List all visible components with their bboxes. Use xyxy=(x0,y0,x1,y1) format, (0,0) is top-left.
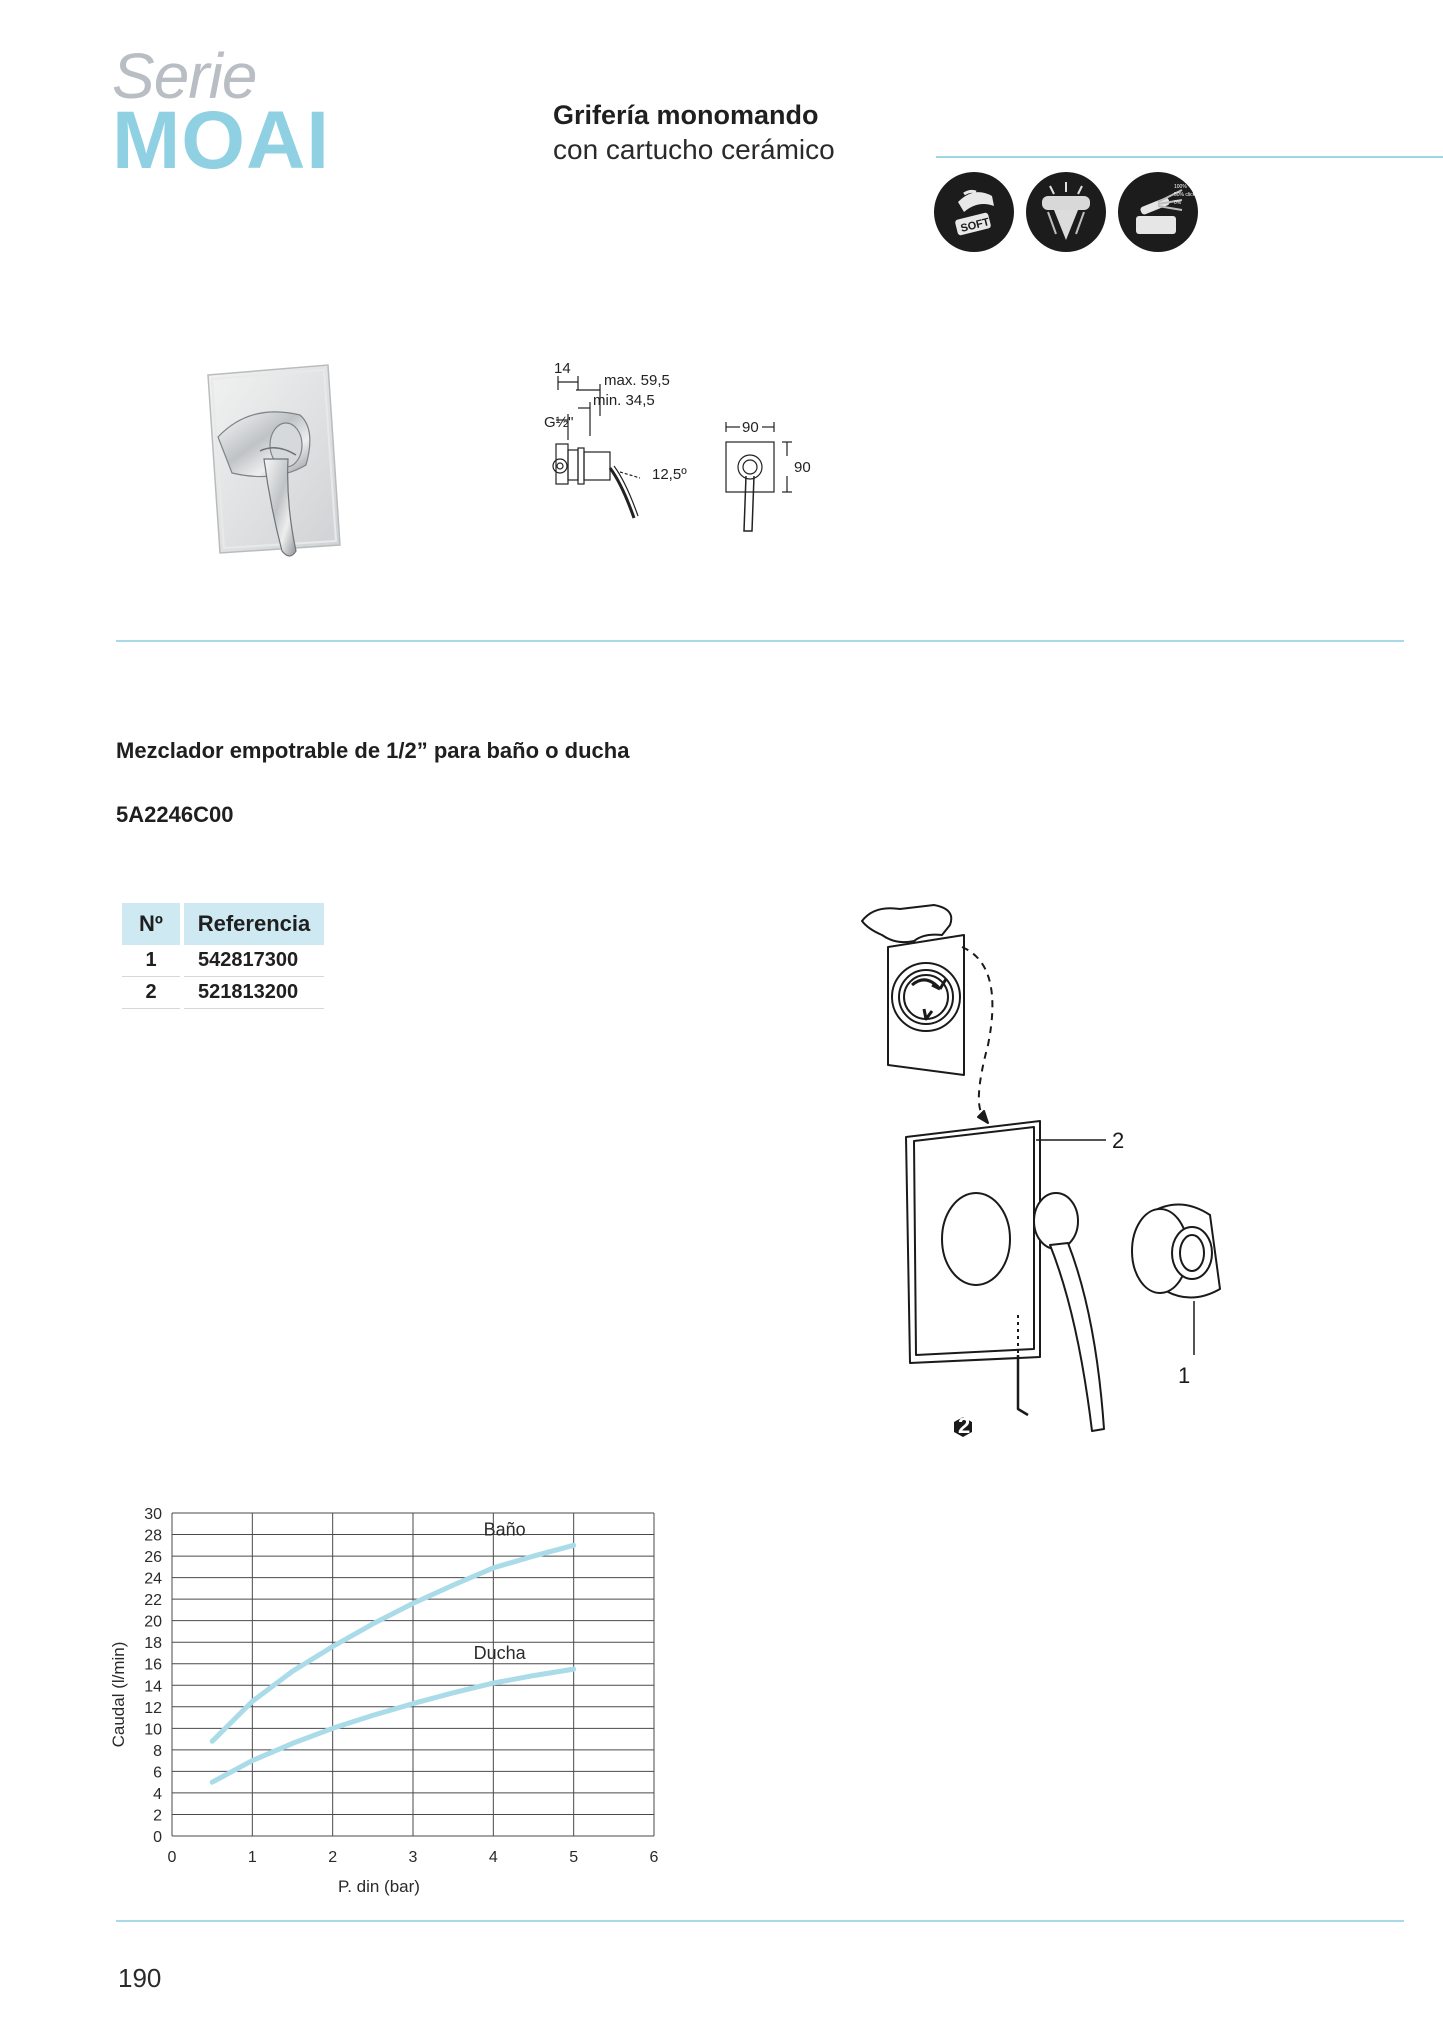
tool-badge: 2 xyxy=(958,1413,971,1438)
table-row xyxy=(122,945,324,977)
dim-14: 14 xyxy=(554,360,571,377)
part-reference: 542817300 xyxy=(184,945,324,977)
column-header-reference: Referencia xyxy=(184,903,324,945)
flow-light-icon xyxy=(1026,172,1106,252)
series-word: Serie xyxy=(112,40,257,112)
series-label: Ducha xyxy=(473,1643,526,1664)
page-number: 190 xyxy=(118,1963,162,1993)
series-label: Baño xyxy=(483,1519,526,1540)
y-tick-label: 26 xyxy=(144,1549,162,1567)
y-tick-label: 12 xyxy=(144,1699,162,1717)
eco-label-100: 100% xyxy=(1174,184,1187,190)
parts-table xyxy=(118,903,328,1009)
product-name: Mezclador empotrable de 1/2” para baño o ducha xyxy=(116,738,630,763)
y-tick-label: 2 xyxy=(153,1807,162,1825)
eco-flow-icon xyxy=(1118,172,1198,252)
section-divider-top xyxy=(116,640,1404,642)
part-reference: 521813200 xyxy=(184,977,324,1009)
y-tick-label: 14 xyxy=(144,1678,162,1696)
dim-thread: G½" xyxy=(544,414,574,431)
chart-series xyxy=(212,1519,574,1782)
column-header-number: Nº xyxy=(122,903,180,945)
dim-max: max. 59,5 xyxy=(604,372,670,389)
product-code: 5A2246C00 xyxy=(116,802,234,827)
eco-label-50: 50% click xyxy=(1174,192,1196,198)
product-photo xyxy=(100,355,370,600)
callout-1: 1 xyxy=(1178,1363,1191,1388)
chart-grid xyxy=(172,1513,654,1836)
y-tick-label: 22 xyxy=(144,1592,162,1610)
callout-2: 2 xyxy=(1112,1128,1125,1153)
y-tick-label: 24 xyxy=(144,1570,162,1588)
y-tick-label: 18 xyxy=(144,1635,162,1653)
y-tick-label: 20 xyxy=(144,1613,162,1631)
y-tick-label: 28 xyxy=(144,1527,162,1545)
flow-chart xyxy=(100,1495,680,1905)
feature-icons xyxy=(934,172,1198,252)
chart-ticks xyxy=(144,1506,658,1866)
y-tick-label: 8 xyxy=(153,1742,162,1760)
exploded-diagram xyxy=(860,895,1310,1450)
part-number: 2 xyxy=(122,977,180,1009)
page-subtitle: con cartucho cerámico xyxy=(553,134,835,165)
y-tick-label: 6 xyxy=(153,1764,162,1782)
soft-close-icon xyxy=(934,172,1014,252)
y-tick-label: 16 xyxy=(144,1656,162,1674)
y-tick-label: 10 xyxy=(144,1721,162,1739)
x-tick-label: 2 xyxy=(328,1849,338,1866)
x-tick-label: 4 xyxy=(488,1849,498,1866)
part-number: 1 xyxy=(122,945,180,977)
dim-height: 90 xyxy=(794,459,811,476)
y-axis-label: Caudal (l/min) xyxy=(109,1641,128,1748)
x-tick-label: 0 xyxy=(167,1849,177,1866)
header-divider xyxy=(936,156,1443,158)
page-title: Grifería monomando xyxy=(553,100,819,130)
dim-angle: 12,5º xyxy=(652,466,687,483)
section-divider-bottom xyxy=(116,1920,1404,1922)
x-tick-label: 3 xyxy=(408,1849,418,1866)
series-line-ducha xyxy=(212,1669,574,1782)
dim-min: min. 34,5 xyxy=(593,392,655,409)
dim-width: 90 xyxy=(742,419,759,436)
y-tick-label: 0 xyxy=(153,1829,162,1846)
x-axis-label: P. din (bar) xyxy=(338,1877,420,1896)
x-tick-label: 6 xyxy=(649,1849,659,1866)
x-tick-label: 5 xyxy=(569,1849,579,1866)
soft-label: SOFT xyxy=(959,216,991,235)
series-name: MOAI xyxy=(112,95,331,186)
y-tick-label: 4 xyxy=(153,1785,162,1803)
eco-label-0: 0% xyxy=(1174,200,1182,206)
table-row xyxy=(122,977,324,1009)
x-tick-label: 1 xyxy=(247,1849,257,1866)
y-tick-label: 30 xyxy=(144,1506,162,1523)
technical-drawing xyxy=(530,356,830,546)
